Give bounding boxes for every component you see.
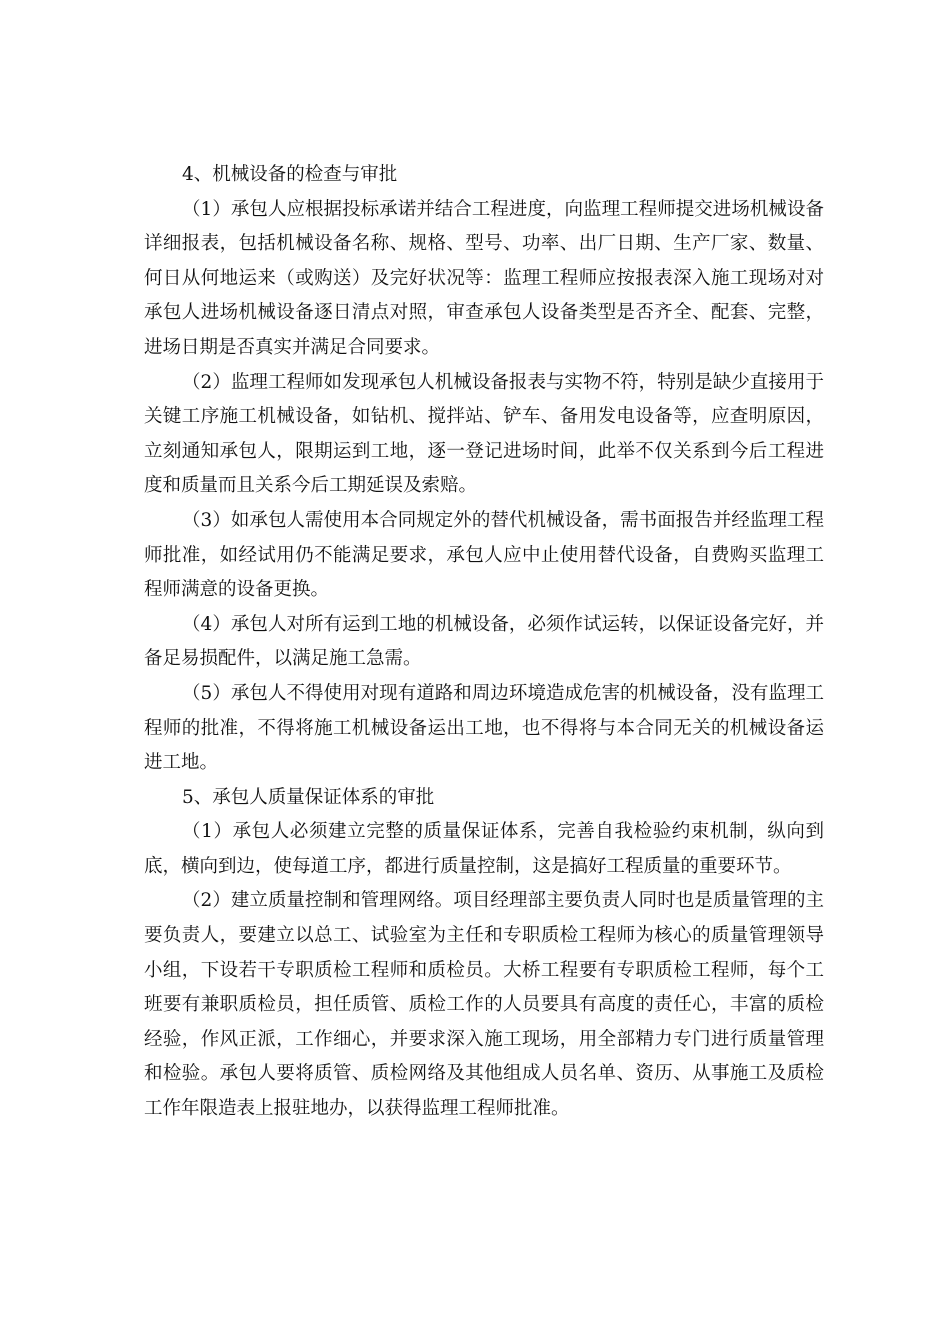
paragraph-4-2: （2）监理工程师如发现承包人机械设备报表与实物不符，特别是缺少直接用于关键工序施工机械设备，如钻机、搅拌站、铲车、备用发电设备等，应查明原因，立刻通知承包人，限期运到工地，逐一登记进场时间，此举不仅关系到今后工程进度和质量而且关系今后工期延误及索赔。 xyxy=(144,371,824,497)
section-heading-4: 4、机械设备的检查与审批 xyxy=(182,164,398,185)
paragraph-5-1: （1）承包人必须建立完整的质量保证体系，完善自我检验约束机制，纵向到底，横向到边，使每道工序，都进行质量控制，这是搞好工程质量的重要环节。 xyxy=(144,821,824,877)
paragraph-4-4: （4）承包人对所有运到工地的机械设备，必须作试运转，以保证设备完好，并备足易损配件，以满足施工急需。 xyxy=(144,613,824,670)
section-heading-5: 5、承包人质量保证体系的审批 xyxy=(182,786,435,808)
paragraph-4-1: （1）承包人应根据投标承诺并结合工程进度，向监理工程师提交进场机械设备详细报表，包括机械设备名称、规格、型号、功率、出厂日期、生产厂家、数量、何日从何地运来（或购送）及完好状况等：监理工程师应按报表深入施工现场对对承包人进场机械设备逐日清点对照，审查承包人设备类型是否齐全、配套、完整，进场日期是否真实并满足合同要求。 xyxy=(144,198,824,358)
paragraph-4-3: （3）如承包人需使用本合同规定外的替代机械设备，需书面报告并经监理工程师批准，如经试用仍不能满足要求，承包人应中止使用替代设备，自费购买监理工程师满意的设备更换。 xyxy=(144,509,824,601)
paragraph-4-5: （5）承包人不得使用对现有道路和周边环境造成危害的机械设备，没有监理工程师的批准，不得将施工机械设备运出工地，也不得将与本合同无关的机械设备运进工地。 xyxy=(144,682,824,774)
document-body xyxy=(144,158,824,1127)
paragraph-5-2: （2）建立质量控制和管理网络。项目经理部主要负责人同时也是质量管理的主要负责人，要建立以总工、试验室为主任和专职质检工程师为核心的质量管理领导小组，下设若干专职质检工程师和质检员。大桥工程要有专职质检工程师，每个工班要有兼职质检员，担任质管、质检工作的人员要具有高度的责任心，丰富的质检经验，作风正派，工作细心，并要求深入施工现场，用全部精力专门进行质量管理和检验。承包人要将质管、质检网络及其他组成人员名单、资历、从事施工及质检工作年限造表上报驻地办，以获得监理工程师批准。 xyxy=(144,890,824,1120)
